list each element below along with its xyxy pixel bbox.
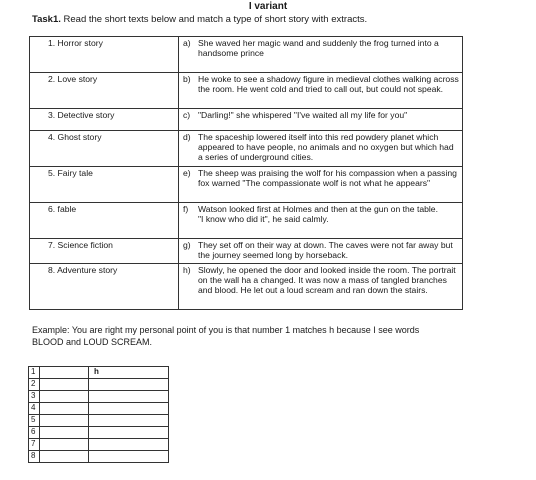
answer-row [29, 391, 169, 403]
answer-number: 3 [29, 391, 40, 403]
answer-cell [40, 415, 89, 427]
story-type-cell: 3. Detective story [30, 109, 179, 131]
answer-number: 2 [29, 379, 40, 391]
answer-cell [40, 403, 89, 415]
matching-row [30, 203, 463, 239]
extract-letter: c) [183, 110, 191, 120]
extract-text: The spaceship lowered itself into this red powdery planet which appeared to have people, no animals and no oxygen but which had a series of underground cities. [198, 132, 454, 162]
story-type-cell: 2. Love story [30, 73, 179, 109]
story-type-cell: 7. Science fiction [30, 239, 179, 264]
extract-letter: d) [183, 132, 191, 142]
extract-text: Watson looked first at Holmes and then at the gun on the table. "I know who did it", he said calmly. [198, 204, 438, 224]
answer-letter-cell: h [89, 367, 169, 379]
extract-cell [179, 203, 463, 239]
extract-cell [179, 37, 463, 73]
extract-text: "Darling!" she whispered "I've waited all my life for you" [198, 110, 408, 120]
answer-row [29, 439, 169, 451]
extract-letter: a) [183, 38, 191, 48]
task-instruction [32, 14, 367, 25]
answer-row [29, 379, 169, 391]
answer-row [29, 367, 169, 379]
answer-grid [28, 366, 169, 463]
answer-letter-cell [89, 451, 169, 463]
answer-letter-cell [89, 391, 169, 403]
answer-cell [40, 379, 89, 391]
extract-cell [179, 239, 463, 264]
matching-row [30, 167, 463, 203]
answer-number: 1 [29, 367, 40, 379]
answer-cell [40, 427, 89, 439]
answer-letter-cell [89, 439, 169, 451]
matching-row [30, 131, 463, 167]
answer-cell [40, 391, 89, 403]
example-text: Example: You are right my personal point of you is that number 1 matches h because I see words BLOOD and LOUD SCREAM. [32, 325, 420, 347]
extract-text: Slowly, he opened the door and looked inside the room. The portrait on the wall ha a changed. It was now a mass of tangled branches and blood. He let out a loud scream and ran down the stairs. [198, 265, 456, 295]
matching-table [29, 36, 463, 310]
answer-row [29, 427, 169, 439]
answer-letter-cell [89, 427, 169, 439]
matching-row [30, 239, 463, 264]
variant-heading: I variant [248, 1, 288, 12]
extract-letter: b) [183, 74, 191, 84]
task-label: Task1. [32, 14, 61, 25]
matching-row [30, 109, 463, 131]
answer-letter-cell [89, 415, 169, 427]
extract-text: The sheep was praising the wolf for his compassion when a passing fox warned "The compassionate wolf is not what he appears" [198, 168, 457, 188]
story-type-cell: 6. fable [30, 203, 179, 239]
matching-row [30, 37, 463, 73]
extract-letter: h) [183, 265, 191, 275]
task-text: Read the short texts below and match a type of short story with extracts. [60, 14, 368, 25]
extract-letter: e) [183, 168, 191, 178]
extract-cell [179, 73, 463, 109]
matching-row [30, 264, 463, 310]
extract-letter: f) [183, 204, 189, 214]
answer-cell [40, 367, 89, 379]
extract-cell [179, 264, 463, 310]
extract-cell [179, 167, 463, 203]
answer-row [29, 415, 169, 427]
answer-letter-cell [89, 403, 169, 415]
answer-cell [40, 439, 89, 451]
story-type-cell: 8. Adventure story [30, 264, 179, 310]
answer-row [29, 403, 169, 415]
story-type-cell: 5. Fairy tale [30, 167, 179, 203]
story-type-cell: 1. Horror story [30, 37, 179, 73]
story-type-cell: 4. Ghost story [30, 131, 179, 167]
extract-cell [179, 109, 463, 131]
answer-number: 4 [29, 403, 40, 415]
extract-cell [179, 131, 463, 167]
matching-row [30, 73, 463, 109]
answer-letter-cell [89, 379, 169, 391]
extract-text: She waved her magic wand and suddenly the frog turned into a handsome prince [198, 38, 439, 58]
answer-number: 8 [29, 451, 40, 463]
extract-text: They set off on their way at down. The caves were not far away but the journey seemed long by horseback. [198, 240, 453, 260]
extract-letter: g) [183, 240, 191, 250]
answer-number: 7 [29, 439, 40, 451]
answer-cell [40, 451, 89, 463]
answer-number: 5 [29, 415, 40, 427]
answer-number: 6 [29, 427, 40, 439]
extract-text: He woke to see a shadowy figure in medieval clothes walking across the room. He went cold and tried to call out, but could not speak. [198, 74, 459, 94]
answer-row [29, 451, 169, 463]
